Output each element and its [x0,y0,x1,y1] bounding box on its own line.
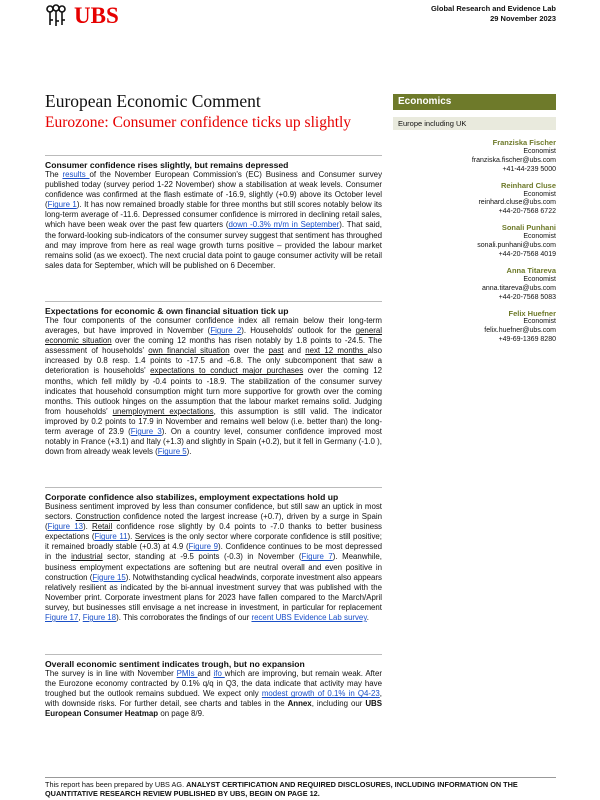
text-run: ). Confidence continues to be most depressed in the [45,542,382,562]
link-evidence-lab-survey[interactable]: recent UBS Evidence Lab survey [251,613,367,623]
author-email[interactable]: sonali.punhani@ubs.com [477,242,556,250]
footer-text: This report has been prepared by UBS AG. [45,780,187,789]
text-run: , with downside risks. For further detail, see charts and tables in the [45,689,382,709]
section-overall-sentiment [45,659,382,719]
text-run: ). This corroborates the findings of our [116,613,252,623]
author-email[interactable]: felix.huefner@ubs.com [484,327,556,335]
text-run: also increased by 0.8 resp. 1.4 points to -17.5 and -6.8. The only subcomponent that saw a deterioration is households' [45,346,382,376]
author-email[interactable]: franziska.fischer@ubs.com [471,156,556,164]
footer-disclaimer [45,781,565,798]
page-subtitle: Eurozone: Consumer confidence ticks up slightly [45,114,352,131]
text-run: ). That said, the forward-looking sub-indicators of the consumer survey suggest that sentiment has throughed and may improve from here as real wage growth turns positive – provided the labour market remains solid (as we exoect). The next crucial data point to gauge consumer activity will be retail sales data for September, which will be published on 6 December. [45,220,382,270]
link-ifo[interactable]: ifo [213,669,225,678]
region-banner: Europe including UK [393,117,556,130]
underlined-term: general economic situation [45,326,382,346]
text-run: ). [186,447,192,457]
section-body [45,316,382,457]
author-phone: +44-20-7568 4019 [498,250,556,258]
section-expectations [45,306,382,457]
text-run: which are improving, but remain weak. After the Eurozone economy contracted by 0.1% q/q in Q3, the data indicate that activity may have troughed but the outlook remains subdued. We expect only [45,669,383,699]
link-figure-2[interactable]: Figure 2 [210,326,242,336]
link-figure-1[interactable]: Figure 1 [47,200,77,210]
section-heading: Overall economic sentiment indicates trough, but no expansion [45,659,305,669]
section-body [45,669,382,719]
author-role: Economist [523,190,556,198]
text-run: confidence rose slightly by 0.4 points to -7.0 thanks to better business expectations ( [45,522,382,542]
text-run: ). Households' outlook for the [241,326,356,336]
text-run: is the only sector where corporate confidence is still positive; it remained broadly stable (+0.3) at 4.9 ( [45,532,382,552]
author-email[interactable]: anna.titareva@ubs.com [481,284,556,292]
section-divider [45,301,382,302]
link-figure-11[interactable]: Figure 11 [94,532,128,542]
section-corporate-confidence [45,492,382,623]
underlined-term: expectations to conduct major purchases [150,366,304,376]
author-card [440,139,556,175]
text-run: on page 8/9. [158,709,205,719]
logo-wordmark: UBS [74,3,119,28]
text-run: ). On a country level, consumer confidence improved most notably in France (+3.1) and Italy (+1.3) and slightly in Spain (+0.2), but it fell in Germany (-1.0 ), down from already weak levels ( [45,427,382,457]
underlined-term: next 12 months [305,346,368,356]
author-name: Sonali Punhani [501,223,556,233]
text-run: over the [229,346,269,356]
link-figure-7[interactable]: Figure 7 [301,552,333,562]
section-divider [45,487,382,488]
link-modest-growth[interactable]: modest growth of 0.1% in Q4-23 [261,689,380,699]
text-run: of the November European Commission's (EC) Business and Consumer survey published today (survey period 1-22 November) show a stabilisation at weak levels. Consumer confidence was confirmed at the flash estimate of -16.9, slightly (+0.9) above its October level ( [45,170,383,210]
text-run: The four components of the consumer confidence index all remain below their long-term averages, but have improved in November ( [45,316,382,336]
text-run: The survey is in line with November [45,669,177,678]
section-heading: Corporate confidence also stabilizes, employment expectations hold up [45,492,339,502]
author-role: Economist [523,147,556,155]
footer-bold-text: ANALYST CERTIFICATION AND REQUIRED DISCLOSURES, INCLUDING INFORMATION ON THE QUANTITATIVE RESEARCH REVIEW PUBLISHED BY UBS, BEGIN ON PAGE 12. [45,780,518,798]
text-run: over the coming 12 months has risen notably by 1.8 points to -24.5. The assessment of households' [45,336,382,356]
text-run: , including our [311,699,366,709]
underlined-term: Construction [75,512,120,522]
text-run: ). It has now remained broadly stable for three months but still scores notably below its long-term average of -11.6. Depressed consumer confidence is mirrored in declining retail sales, which have been weak over the past few quarters ( [45,200,382,230]
bold-term: Annex [287,699,312,709]
text-run: ). Meanwhile, business employment expectations are softening but are neutral overall and even positive in construction ( [45,552,382,582]
author-role: Economist [523,275,556,283]
text-run: ). Notwithstanding cyclical headwinds, corporate investment also appears relatively resilient as indicated by the bi-annual investment survey that was published with the November print. Corporate investment plans for 2023 have fallen compared to the March/April survey, but businesses still envisage a net increase in investment, in particular for replacement [45,572,382,612]
author-name: Franziska Fischer [492,138,556,147]
author-role: Economist [523,233,556,241]
text-run: Business sentiment improved by less than consumer confidence, but still saw an uptick in most sectors. [45,502,382,522]
link-figure-13[interactable]: Figure 13 [47,522,83,532]
author-card [440,267,556,303]
author-name: Anna Titareva [506,265,556,275]
text-run: . [366,613,369,623]
link-figure-17[interactable]: Figure 17 [45,613,79,623]
keys-icon [44,4,68,28]
author-name: Reinhard Cluse [500,180,556,190]
section-body [45,170,382,271]
author-card [440,224,556,260]
section-consumer-confidence [45,160,382,271]
link-figure-9[interactable]: Figure 9 [188,542,219,552]
header-info [431,4,556,23]
author-card [440,182,556,218]
author-card [440,310,556,346]
underlined-term: unemployment expectations [112,406,214,416]
author-phone: +44-20-7568 5083 [498,293,556,301]
link-results[interactable]: results [62,170,90,179]
underlined-term: Retail [92,522,113,532]
ubs-logo [44,3,119,29]
author-name: Felix Huefner [508,308,556,318]
link-figure-18[interactable]: Figure 18 [82,613,117,623]
text-run: over the coming 12 months, which fell mildly by -0.4 points to -18.9. The stabilization of the consumer survey indicates that household consumption might turn more supportive for growth over the coming months. This outlook hinges on the assumption that the labour market remains solid. Judging from households' [45,366,382,416]
section-heading: Consumer confidence rises slightly, but remains depressed [45,160,289,170]
section-divider [45,654,382,655]
underlined-term: Services [134,532,166,542]
bold-term: UBS European Consumer Heatmap [45,699,382,719]
author-email[interactable]: reinhard.cluse@ubs.com [478,199,556,207]
category-banner: Economics [393,94,556,110]
text-run: ). [83,522,93,532]
text-run: ). [127,532,135,542]
link-retail-sales[interactable]: down -0.3% m/m in September [228,220,340,230]
text-run: , [78,613,83,623]
author-phone: +49-69-1369 8280 [498,336,556,344]
underlined-term: past [268,346,284,356]
link-figure-15[interactable]: Figure 15 [92,572,126,582]
page-title: European Economic Comment [45,91,261,111]
footer-divider [45,777,556,778]
text-run: confidence noted the largest increase (+0.7), driven by a surge in Spain ( [45,512,382,532]
link-figure-3[interactable]: Figure 3 [130,427,162,437]
author-list [440,139,556,352]
underlined-term: industrial [71,552,103,562]
author-phone: +41-44-239 5000 [502,165,556,173]
author-phone: +44-20-7568 6722 [498,208,556,216]
report-date: 29 November 2023 [490,13,556,23]
underlined-term: own financial situation [148,346,230,356]
text-run: sector, standing at -9.5 points (-0.3) in November ( [102,552,302,562]
text-run: , this assumption is still valid. The indicator improved by 0.2 points to 17.9 in November and remains well below (i.e. better than) the long-term average of 23.9 ( [45,406,382,437]
section-heading: Expectations for economic & own financial situation tick up [45,306,289,316]
section-divider [45,155,382,156]
link-pmis[interactable]: PMIs [176,669,198,678]
lab-name: Global Research and Evidence Lab [430,4,556,13]
link-figure-5[interactable]: Figure 5 [157,447,187,457]
text-run: The [45,170,63,179]
text-run: and [197,669,214,678]
author-role: Economist [523,318,556,326]
text-run: and [283,346,306,356]
section-body [45,502,382,623]
